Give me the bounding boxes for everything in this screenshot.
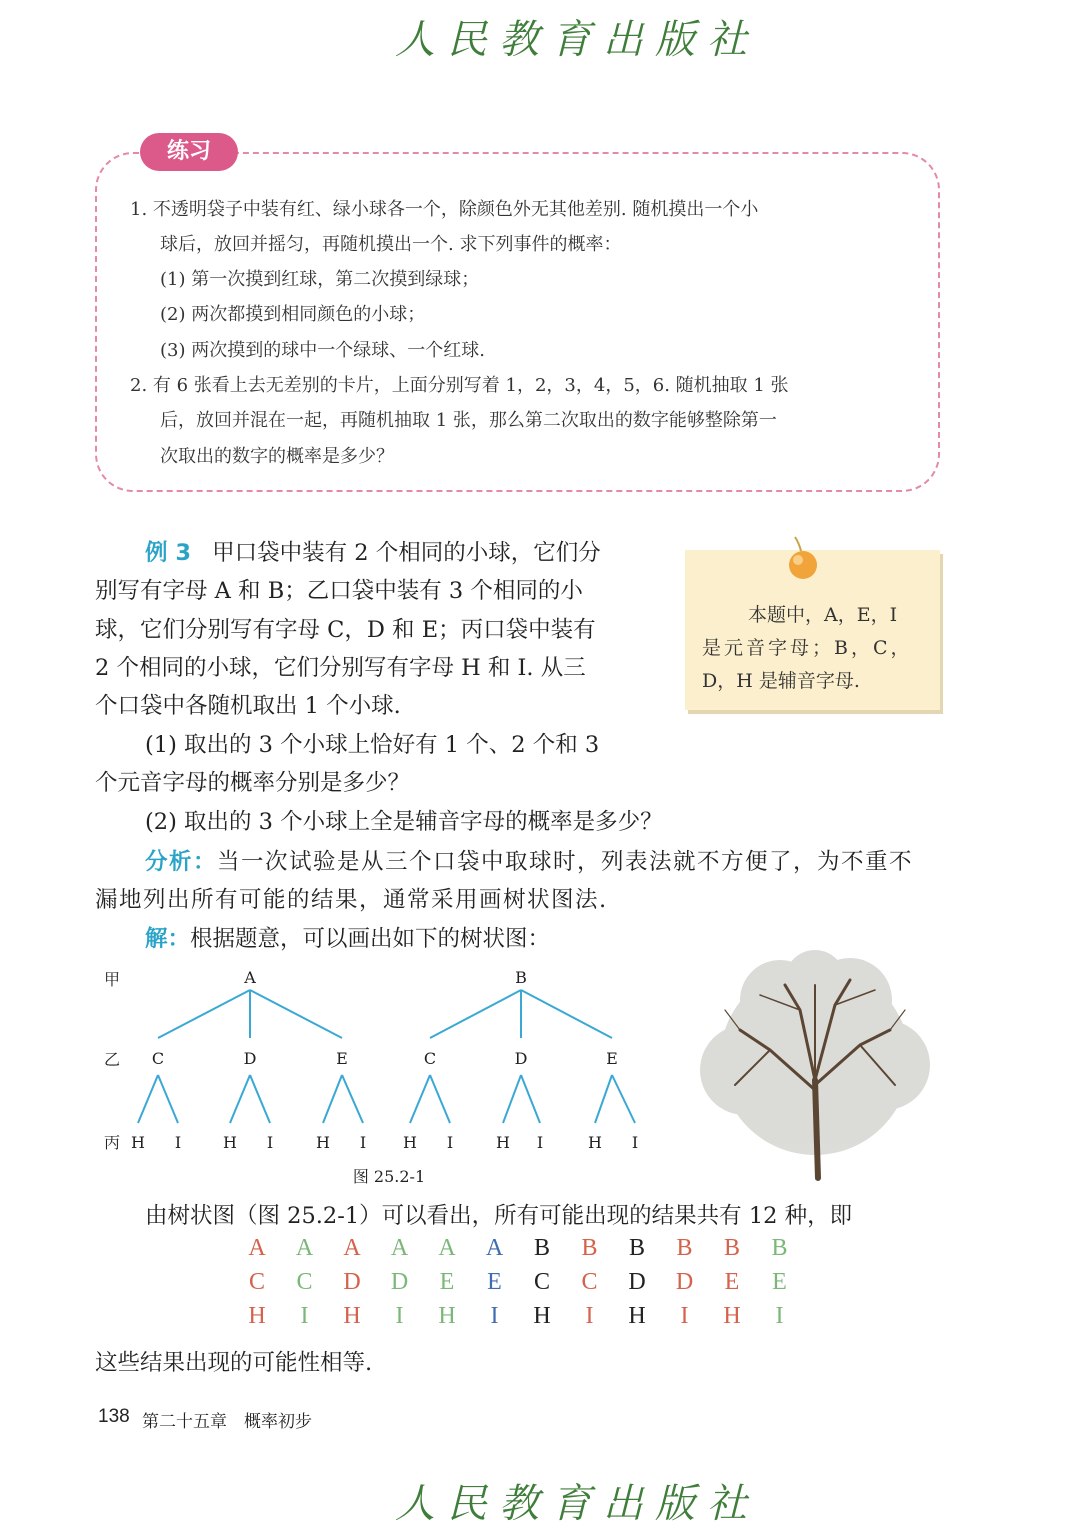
tree-branch [430,990,521,1038]
result-letter: H [343,1303,361,1329]
result-letter: B [628,1235,645,1261]
tree-branch [323,1075,342,1123]
example-line: 个元音字母的概率分别是多少？ [95,770,411,796]
example-line: 2 个相同的小球，它们分别写有字母 H 和 I. 从三 [95,655,586,681]
result-letter: D [390,1269,409,1295]
conclusion-outro: 这些结果出现的可能性相等. [95,1350,373,1376]
results-grid [237,1235,817,1345]
row-label: 甲 [103,970,121,989]
note-line: 是元音字母；B，C， [702,637,913,659]
tree-leaf: I [446,1133,454,1152]
result-letter: C [533,1269,550,1295]
result-letter: H [723,1303,741,1329]
tree-branch [158,990,250,1038]
result-letter: A [248,1235,266,1261]
tree-leaf: H [496,1133,510,1152]
example-line: 别写有字母 A 和 B；乙口袋中装有 3 个相同的小 [95,578,583,604]
tree-branch [230,1075,250,1123]
tree-node: C [151,1049,165,1068]
result-letter: H [533,1303,551,1329]
tree-leaf: I [266,1133,274,1152]
result-letter: D [628,1269,646,1295]
result-letter: E [487,1269,502,1295]
result-letter: C [296,1269,313,1295]
row-label: 乙 [103,1050,121,1069]
result-letter: B [723,1235,740,1261]
tree-branch [521,990,612,1038]
tree-leaf: H [588,1133,602,1152]
tree-node: D [243,1049,257,1068]
publisher-watermark-top: 人民教育出版社 [395,17,759,63]
tree-branch [342,1075,363,1123]
note-line: 本题中，A，E，I [748,604,898,626]
example-line: 球，它们分别写有字母 C，D 和 E；丙口袋中装有 [95,617,596,643]
exercise-tag: 练习 [140,133,238,171]
result-letter: B [771,1235,788,1261]
tree-illustration [700,950,930,1178]
result-letter: I [585,1303,594,1329]
result-letter: D [675,1269,694,1295]
tree-leaf: H [131,1133,145,1152]
exercise-line: 后，放回并混在一起，再随机抽取 1 张，那么第二次取出的数字能够整除第一 [160,410,777,431]
note-line: D，H 是辅音字母. [702,670,860,692]
tree-node: A [244,968,256,987]
tree-leaf: I [359,1133,367,1152]
result-letter: A [438,1235,456,1261]
tree-node: E [606,1049,618,1068]
analysis-text: 当一次试验是从三个口袋中取球时，列表法就不方便了，为不重不 [217,849,914,875]
tree-leaf: H [316,1133,330,1152]
tree-branch [430,1075,450,1123]
example-text: 甲口袋中装有 2 个相同的小球，它们分 [212,540,601,566]
exercise-line: (2) 两次都摸到相同颜色的小球； [160,304,426,325]
exercise-line: 球后，放回并摇匀，再随机摸出一个. 求下列事件的概率： [160,234,622,255]
tree-leaf: I [536,1133,544,1152]
figure-caption: 图 25.2-1 [352,1167,426,1186]
solution-text: 根据题意，可以画出如下的树状图： [190,926,551,952]
row-label: 丙 [103,1133,121,1152]
result-letter: E [724,1269,740,1295]
tree-branch [503,1075,521,1123]
tree-leaf: H [403,1133,417,1152]
result-letter: E [439,1269,455,1295]
result-letter: A [343,1235,361,1261]
tree-branch [138,1075,158,1123]
tree-branch [250,990,342,1038]
result-letter: I [680,1303,689,1329]
exercise-line: 1. 不透明袋子中装有红、绿小球各一个，除颜色外无其他差别. 随机摸出一个小 [130,199,759,220]
publisher-watermark-bottom: 人民教育出版社 [395,1481,759,1527]
chapter-title: 第二十五章 概率初步 [142,1412,312,1432]
example-line: (1) 取出的 3 个小球上恰好有 1 个、2 个和 3 [145,732,600,758]
tree-branch [250,1075,270,1123]
result-letter: C [248,1269,265,1295]
result-letter: B [533,1235,550,1261]
example-label: 例 3 [145,540,191,566]
conclusion-intro: 由树状图（图 25.2-1）可以看出，所有可能出现的结果共有 12 种，即 [145,1203,853,1229]
tree-leaf: I [174,1133,182,1152]
result-letter: H [248,1303,266,1329]
tree-node: E [336,1049,348,1068]
page-number: 138 [98,1406,130,1427]
exercise-line: (3) 两次摸到的球中一个绿球、一个红球. [160,340,485,361]
tree-branch [595,1075,612,1123]
result-letter: E [772,1269,787,1295]
exercise-line: 次取出的数字的概率是多少？ [160,446,394,467]
exercise-line: (1) 第一次摸到红球，第二次摸到绿球； [160,269,480,290]
tree-branch [612,1075,635,1123]
tree-leaf: I [631,1133,639,1152]
result-letter: A [485,1235,504,1261]
tree-branch [158,1075,178,1123]
tree-node: D [514,1049,528,1068]
example-line: (2) 取出的 3 个小球上全是辅音字母的概率是多少？ [145,809,663,835]
result-letter: D [343,1269,361,1295]
tree-node: B [515,968,527,987]
analysis-line: 漏地列出所有可能的结果，通常采用画树状图法. [95,887,608,913]
result-letter: I [300,1303,309,1329]
exercise-line: 2. 有 6 张看上去无差别的卡片，上面分别写着 1，2，3，4，5，6. 随机抽取 1 张 [130,375,789,396]
result-letter: H [438,1303,456,1329]
tree-lines [138,990,635,1123]
result-letter: A [295,1235,314,1261]
result-letter: I [395,1303,404,1329]
result-letter: A [390,1235,409,1261]
analysis-label: 分析： [145,849,218,875]
result-letter: H [628,1303,646,1329]
tree-node: C [423,1049,437,1068]
tree-leaf: H [223,1133,237,1152]
result-letter: I [490,1303,499,1329]
result-letter: B [676,1235,693,1261]
solution-label: 解： [145,926,191,952]
tree-branch [410,1075,430,1123]
result-letter: C [581,1269,598,1295]
example-line: 个口袋中各随机取出 1 个小球. [95,693,401,719]
tree-branch [521,1075,540,1123]
result-letter: I [775,1303,784,1329]
result-letter: B [581,1235,598,1261]
